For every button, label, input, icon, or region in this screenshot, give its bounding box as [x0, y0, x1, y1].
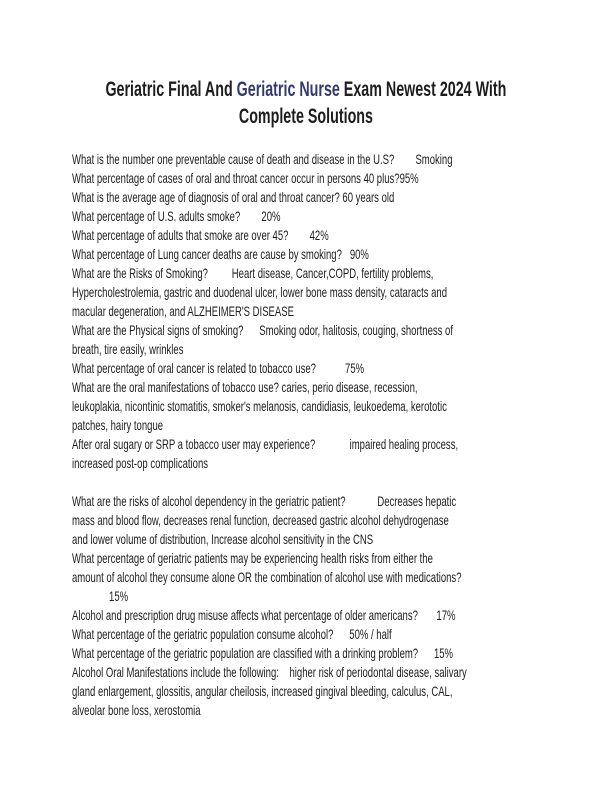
text-line: mass and blood flow, decreases renal function, decreased gastric alcohol dehydrogenase: [72, 512, 449, 528]
text-line: Alcohol Oral Manifestations include the following: higher risk of periodontal disease, salivary: [72, 664, 467, 680]
text-line: After oral sugary or SRP a tobacco user may experience? impaired healing process,: [72, 436, 459, 452]
text-line: What percentage of geriatric patients may be experiencing health risks from either the: [72, 550, 433, 566]
text-line: What percentage of the geriatric population are classified with a drinking problem? 15%: [72, 645, 454, 661]
title-text-part1: Geriatric Final And: [105, 78, 237, 101]
text-line: Hypercholestrolemia, gastric and duodenal ulcer, lower bone mass density, cataracts and: [72, 284, 448, 300]
title-text-line2: Complete Solutions: [238, 105, 373, 128]
text-line: leukoplakia, nicontinic stomatitis, smoker's melanosis, candidiasis, leukoedema, kerototic: [72, 398, 447, 414]
text-line: What percentage of cases of oral and throat cancer occur in persons 40 plus?95%: [72, 170, 419, 186]
text-line: What percentage of oral cancer is related to tobacco use? 75%: [72, 360, 365, 376]
text-line: What are the Physical signs of smoking? Smoking odor, halitosis, couging, shortness of: [72, 322, 453, 338]
text-line: alveolar bone loss, xerostomia: [72, 702, 201, 718]
text-line: gland enlargement, glossitis, angular cheilosis, increased gingival bleeding, calculus, CAL,: [72, 683, 453, 699]
title-text-highlight: Geriatric Nurse: [236, 78, 340, 101]
text-line: What percentage of Lung cancer deaths are cause by smoking? 90%: [72, 246, 369, 262]
text-line: What percentage of the geriatric population consume alcohol? 50% / half: [72, 626, 392, 642]
text-line: What are the risks of alcohol dependency in the geriatric patient? Decreases hepatic: [72, 493, 457, 509]
text-line: What are the oral manifestations of tobacco use? caries, perio disease, recession,: [72, 379, 418, 395]
text-line: and lower volume of distribution, Increase alcohol sensitivity in the CNS: [72, 531, 374, 547]
title-text-part2: Exam Newest 2024 With: [339, 78, 507, 101]
text-line: increased post-op complications: [72, 455, 208, 471]
document-content: [72, 76, 540, 720]
text-line: macular degeneration, and ALZHEIMER'S DISEASE: [72, 303, 294, 319]
text-line: 15%: [72, 588, 129, 604]
text-line: breath, tire easily, wrinkles: [72, 341, 184, 357]
document-body: [72, 150, 540, 720]
text-line: What is the number one preventable cause of death and disease in the U.S? Smoking: [72, 151, 453, 167]
text-line: Alcohol and prescription drug misuse affects what percentage of older americans? 17%: [72, 607, 456, 623]
page-title: [72, 76, 540, 130]
text-line: What percentage of adults that smoke are over 45? 42%: [72, 227, 329, 243]
text-line: patches, hairy tongue: [72, 417, 164, 433]
text-line: amount of alcohol they consume alone OR the combination of alcohol use with medications?: [72, 569, 462, 585]
text-line: What is the average age of diagnosis of oral and throat cancer? 60 years old: [72, 189, 395, 205]
text-line: What are the Risks of Smoking? Heart disease, Cancer,COPD, fertility problems,: [72, 265, 434, 281]
text-line: [72, 473, 540, 492]
text-line: What percentage of U.S. adults smoke? 20%: [72, 208, 281, 224]
